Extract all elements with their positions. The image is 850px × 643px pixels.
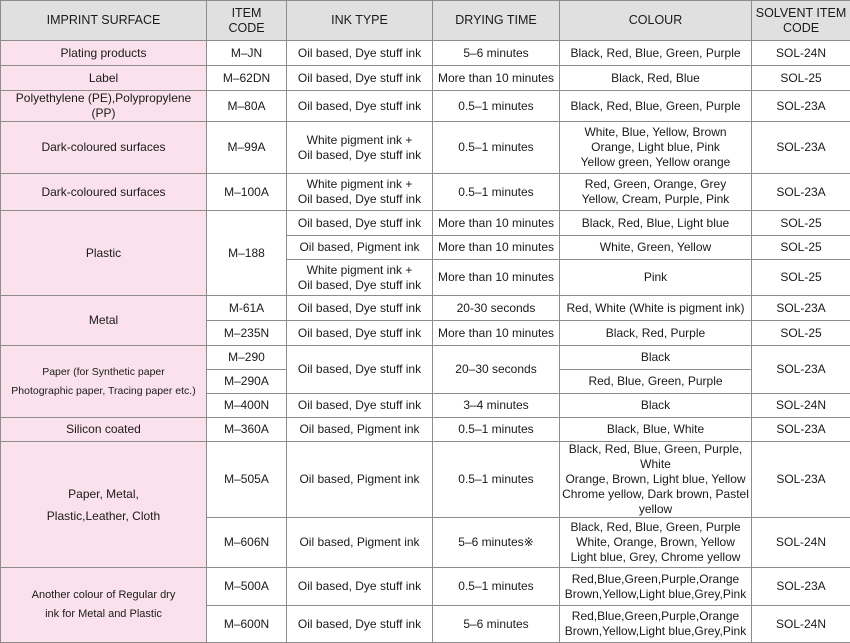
table-row xyxy=(1,568,850,606)
drying-time-cell: More than 10 minutes xyxy=(433,211,560,236)
solvent-code-cell: SOL-25 xyxy=(752,66,850,91)
solvent-code-cell: SOL-23A xyxy=(752,122,850,174)
ink-type-cell: Oil based, Dye stuff ink xyxy=(287,296,433,321)
colour-cell: Black, Red, Blue, Green, Purple White, Orange, Brown, Yellow Light blue, Grey, Chrome yellow xyxy=(560,518,752,568)
solvent-code-cell: SOL-23A xyxy=(752,174,850,211)
drying-time-cell: More than 10 minutes xyxy=(433,321,560,346)
item-code-cell: M–606N xyxy=(207,518,287,568)
solvent-code-cell: SOL-23A xyxy=(752,296,850,321)
colour-cell: White, Green, Yellow xyxy=(560,236,752,260)
solvent-code-cell: SOL-25 xyxy=(752,260,850,296)
colour-cell: Red, Blue, Green, Purple xyxy=(560,370,752,394)
imprint-surface-cell: Paper (for Synthetic paper Photographic paper, Tracing paper etc.) xyxy=(1,346,207,418)
drying-time-cell: 5–6 minutes xyxy=(433,41,560,66)
ink-type-cell: White pigment ink + Oil based, Dye stuff ink xyxy=(287,174,433,211)
ink-type-cell: White pigment ink + Oil based, Dye stuff ink xyxy=(287,122,433,174)
item-code-cell: M–290A xyxy=(207,370,287,394)
drying-time-cell: 3–4 minutes xyxy=(433,394,560,418)
drying-time-cell: 5–6 minutes※ xyxy=(433,518,560,568)
colour-cell: Black, Red, Blue, Green, Purple xyxy=(560,41,752,66)
solvent-code-cell: SOL-23A xyxy=(752,418,850,442)
ink-type-cell: Oil based, Dye stuff ink xyxy=(287,211,433,236)
ink-type-cell: Oil based, Pigment ink xyxy=(287,236,433,260)
header-colour: COLOUR xyxy=(560,1,752,41)
drying-time-cell: More than 10 minutes xyxy=(433,260,560,296)
imprint-surface-cell: Dark-coloured surfaces xyxy=(1,122,207,174)
drying-time-cell: More than 10 minutes xyxy=(433,66,560,91)
ink-type-cell: Oil based, Dye stuff ink xyxy=(287,394,433,418)
table-row xyxy=(1,91,850,122)
colour-cell: Black, Red, Blue xyxy=(560,66,752,91)
imprint-surface-cell: Plating products xyxy=(1,41,207,66)
colour-line: Chrome yellow, Dark brown, Pastel yellow xyxy=(562,487,749,517)
item-code-cell: M–360A xyxy=(207,418,287,442)
solvent-code-cell: SOL-23A xyxy=(752,568,850,606)
colour-line: Black, Red, Blue, Green, Purple, White xyxy=(562,442,749,472)
colour-cell: Black, Red, Blue, Green, Purple xyxy=(560,91,752,122)
solvent-code-cell: SOL-24N xyxy=(752,518,850,568)
imprint-surface-cell: Metal xyxy=(1,296,207,346)
ink-type-cell: Oil based, Dye stuff ink xyxy=(287,346,433,394)
item-code-cell: M–188 xyxy=(207,211,287,296)
colour-cell: Red, White (White is pigment ink) xyxy=(560,296,752,321)
header-row xyxy=(1,1,850,41)
imprint-surface-cell: Polyethylene (PE),Polypropylene (PP) xyxy=(1,91,207,122)
colour-cell: White, Blue, Yellow, Brown Orange, Light blue, Pink Yellow green, Yellow orange xyxy=(560,122,752,174)
colour-cell: Black xyxy=(560,346,752,370)
item-code-cell: M–290 xyxy=(207,346,287,370)
header-imprint-surface: IMPRINT SURFACE xyxy=(1,1,207,41)
item-code-cell: M–600N xyxy=(207,606,287,643)
imprint-surface-cell: Silicon coated xyxy=(1,418,207,442)
colour-cell: Red,Blue,Green,Purple,Orange Brown,Yellow,Light blue,Grey,Pink xyxy=(560,568,752,606)
ink-type-cell: Oil based, Dye stuff ink xyxy=(287,321,433,346)
solvent-code-cell: SOL-24N xyxy=(752,394,850,418)
item-code-cell: M–400N xyxy=(207,394,287,418)
solvent-code-cell: SOL-24N xyxy=(752,606,850,643)
table-row xyxy=(1,442,850,518)
item-code-cell: M–505A xyxy=(207,442,287,518)
table-row xyxy=(1,41,850,66)
colour-cell: Pink xyxy=(560,260,752,296)
header-ink-type: INK TYPE xyxy=(287,1,433,41)
drying-time-cell: 5–6 minutes xyxy=(433,606,560,643)
table-row xyxy=(1,346,850,370)
table-row xyxy=(1,66,850,91)
item-code-cell: M–100A xyxy=(207,174,287,211)
item-code-cell: M–80A xyxy=(207,91,287,122)
colour-cell: Red,Blue,Green,Purple,Orange Brown,Yellow,Light blue,Grey,Pink xyxy=(560,606,752,643)
ink-type-cell: Oil based, Dye stuff ink xyxy=(287,568,433,606)
solvent-code-cell: SOL-23A xyxy=(752,442,850,518)
item-code-cell: M-61A xyxy=(207,296,287,321)
table-row xyxy=(1,296,850,321)
colour-cell: Black, Red, Blue, Light blue xyxy=(560,211,752,236)
solvent-code-cell: SOL-23A xyxy=(752,346,850,394)
table-row xyxy=(1,418,850,442)
ink-type-cell: Oil based, Dye stuff ink xyxy=(287,66,433,91)
drying-time-cell: 0.5–1 minutes xyxy=(433,91,560,122)
solvent-code-cell: SOL-25 xyxy=(752,321,850,346)
solvent-code-cell: SOL-25 xyxy=(752,236,850,260)
colour-line: Orange, Brown, Light blue, Yellow xyxy=(562,472,749,487)
colour-cell: Black xyxy=(560,394,752,418)
imprint-surface-cell: Dark-coloured surfaces xyxy=(1,174,207,211)
table-row xyxy=(1,122,850,174)
item-code-cell: M–62DN xyxy=(207,66,287,91)
header-solvent-item-code: SOLVENT ITEM CODE xyxy=(752,1,850,41)
colour-cell: Black, Blue, White xyxy=(560,418,752,442)
drying-time-cell: 20–30 seconds xyxy=(433,346,560,394)
drying-time-cell: 20-30 seconds xyxy=(433,296,560,321)
table-row xyxy=(1,174,850,211)
drying-time-cell: 0.5–1 minutes xyxy=(433,174,560,211)
item-code-cell: M–235N xyxy=(207,321,287,346)
solvent-code-cell: SOL-25 xyxy=(752,211,850,236)
drying-time-cell: 0.5–1 minutes xyxy=(433,122,560,174)
imprint-surface-cell: Label xyxy=(1,66,207,91)
header-item-code: ITEM CODE xyxy=(207,1,287,41)
header-drying-time: DRYING TIME xyxy=(433,1,560,41)
ink-type-cell: Oil based, Dye stuff ink xyxy=(287,606,433,643)
ink-type-cell: Oil based, Pigment ink xyxy=(287,442,433,518)
colour-cell: Red, Green, Orange, Grey Yellow, Cream, Purple, Pink xyxy=(560,174,752,211)
table-row xyxy=(1,211,850,236)
ink-type-cell: Oil based, Dye stuff ink xyxy=(287,41,433,66)
colour-cell: Black, Red, Purple xyxy=(560,321,752,346)
ink-type-cell: Oil based, Pigment ink xyxy=(287,518,433,568)
item-code-cell: M–99A xyxy=(207,122,287,174)
drying-time-cell: 0.5–1 minutes xyxy=(433,442,560,518)
imprint-surface-cell: Plastic xyxy=(1,211,207,296)
colour-cell xyxy=(560,442,752,518)
item-code-cell: M–500A xyxy=(207,568,287,606)
drying-time-cell: More than 10 minutes xyxy=(433,236,560,260)
ink-type-cell: Oil based, Dye stuff ink xyxy=(287,91,433,122)
ink-type-cell: Oil based, Pigment ink xyxy=(287,418,433,442)
drying-time-cell: 0.5–1 minutes xyxy=(433,418,560,442)
ink-type-cell: White pigment ink + Oil based, Dye stuff ink xyxy=(287,260,433,296)
imprint-surface-cell: Paper, Metal, Plastic,Leather, Cloth xyxy=(1,442,207,568)
drying-time-cell: 0.5–1 minutes xyxy=(433,568,560,606)
solvent-code-cell: SOL-23A xyxy=(752,91,850,122)
imprint-surface-cell: Another colour of Regular dry ink for Metal and Plastic xyxy=(1,568,207,643)
item-code-cell: M–JN xyxy=(207,41,287,66)
solvent-code-cell: SOL-24N xyxy=(752,41,850,66)
